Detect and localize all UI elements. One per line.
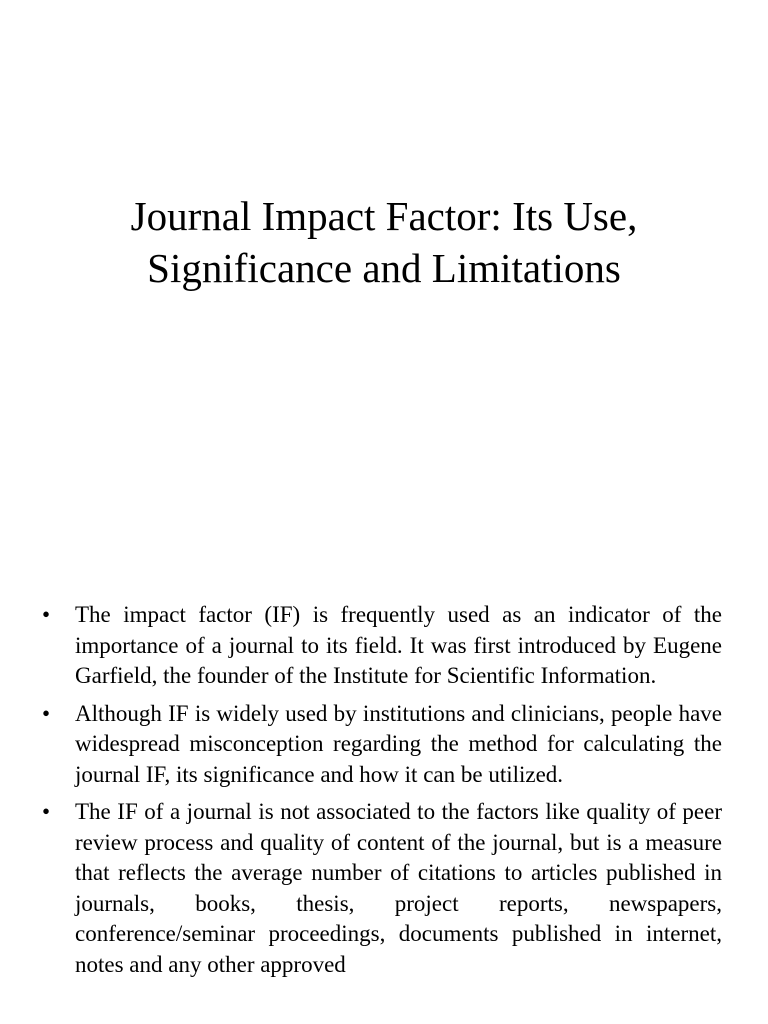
page-title — [0, 190, 768, 294]
bullet-icon: • — [42, 700, 51, 726]
list-item — [42, 797, 722, 980]
bullet-text: The impact factor (IF) is frequently used as an indicator of the importance of a journal to its field. It was first introduced by Eugene Garfield, the founder of the Institute for Scientific Information. — [75, 602, 722, 688]
list-item — [42, 600, 722, 692]
bullet-text: The IF of a journal is not associated to the factors like quality of peer review process and quality of content of the journal, but is a measure that reflects the average number of citations to articles published in journals, books, thesis, project reports, newspapers, conference/seminar proceedings, documents published in internet, notes and any other approved — [75, 799, 722, 977]
title-line-2: Significance and Limitations — [147, 245, 621, 291]
title-line-1: Journal Impact Factor: Its Use, — [130, 193, 638, 239]
bullet-text: Although IF is widely used by institutions and clinicians, people have widespread misconception regarding the method for calculating the journal IF, its significance and how it can be utilized. — [75, 700, 722, 787]
bullet-list — [42, 600, 722, 987]
bullet-icon: • — [42, 602, 51, 627]
list-item — [42, 699, 722, 791]
bullet-icon: • — [42, 799, 51, 824]
